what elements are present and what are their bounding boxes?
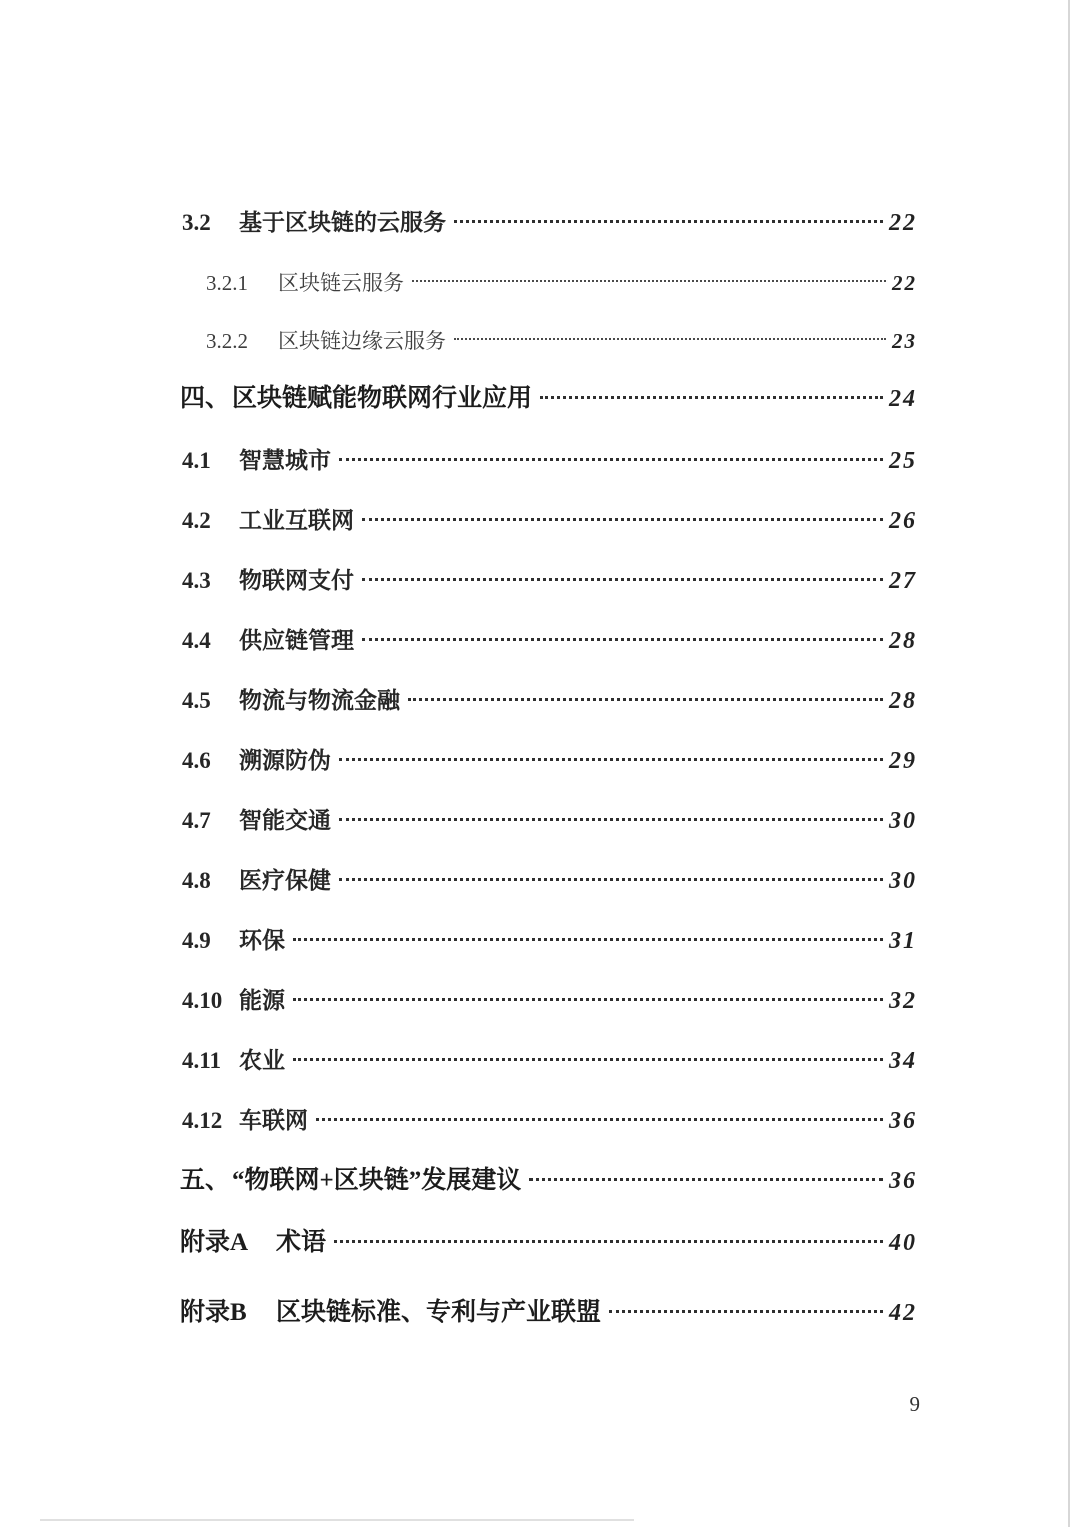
toc-dot-leader (609, 1310, 883, 1313)
toc-entry-page: 40 (889, 1230, 917, 1256)
toc-entry (180, 626, 917, 656)
toc-entry-title: 医疗保健 (239, 868, 331, 893)
toc-entry-page: 36 (889, 1168, 917, 1194)
toc-entry-title: 基于区块链的云服务 (239, 210, 446, 235)
toc-dot-leader (293, 1058, 883, 1061)
toc-entry-number: 3.2 (182, 210, 211, 235)
toc-entry (180, 806, 917, 836)
toc-entry (180, 1166, 917, 1196)
toc-entry-title: 区块链云服务 (278, 271, 404, 295)
toc-entry (180, 446, 917, 476)
toc-entry-number: 4.12 (182, 1108, 223, 1133)
toc-entry-number: 3.2.1 (206, 271, 248, 295)
toc-entry-number: 4.3 (182, 568, 211, 593)
toc-entry-number: 4.1 (182, 448, 211, 473)
toc-entry (180, 208, 917, 238)
toc-entry-page: 34 (889, 1048, 917, 1074)
toc-entry-page: 32 (889, 988, 917, 1014)
toc-entry-number: 4.7 (182, 808, 211, 833)
toc-entry (180, 1228, 917, 1258)
toc-entry-number: 四、 (180, 385, 231, 412)
toc-entry-title: 车联网 (239, 1108, 308, 1133)
toc-entry-number: 4.10 (182, 988, 223, 1013)
toc-entry-number: 附录B (180, 1299, 247, 1326)
toc-entry-number: 附录A (180, 1229, 249, 1256)
toc-entry-number: 4.5 (182, 688, 211, 713)
toc-entry-number: 4.6 (182, 748, 211, 773)
toc-entry-title: 智能交通 (239, 808, 331, 833)
toc-dot-leader (529, 1178, 883, 1181)
toc-entry-page: 23 (892, 329, 917, 353)
toc-list (180, 208, 917, 1328)
toc-entry (180, 926, 917, 956)
toc-entry-title: 区块链赋能物联网行业应用 (232, 385, 533, 412)
toc-entry (180, 1046, 917, 1076)
toc-entry-title: 术语 (276, 1229, 327, 1256)
toc-dot-leader (293, 998, 883, 1001)
toc-entry-title: 环保 (239, 928, 285, 953)
toc-dot-leader (339, 818, 883, 821)
toc-entry-title: 溯源防伪 (239, 748, 331, 773)
toc-entry-title: 能源 (239, 988, 285, 1013)
scan-edge-right (1068, 0, 1070, 1527)
toc-entry-page: 28 (889, 688, 917, 714)
toc-entry-page: 26 (889, 508, 917, 534)
toc-entry-number: 4.9 (182, 928, 211, 953)
toc-entry-page: 30 (889, 808, 917, 834)
toc-entry-title: “物联网+区块链”发展建议 (232, 1167, 522, 1194)
toc-entry-page: 30 (889, 868, 917, 894)
page-number: 9 (909, 1392, 920, 1416)
toc-entry-number: 3.2.2 (206, 329, 248, 353)
toc-dot-leader (362, 518, 883, 521)
toc-entry-title: 供应链管理 (239, 628, 354, 653)
toc-entry (180, 384, 917, 414)
toc-entry (180, 1298, 917, 1328)
toc-entry-page: 28 (889, 628, 917, 654)
toc-entry-title: 物联网支付 (239, 568, 354, 593)
toc-entry-page: 27 (889, 568, 917, 594)
toc-entry-number: 4.4 (182, 628, 211, 653)
toc-dot-leader (339, 458, 883, 461)
toc-dot-leader (412, 280, 886, 282)
toc-entry (180, 866, 917, 896)
toc-dot-leader (540, 396, 883, 399)
toc-entry (180, 1106, 917, 1136)
toc-dot-leader (334, 1240, 883, 1243)
toc-entry-title: 农业 (239, 1048, 285, 1073)
toc-entry (180, 686, 917, 716)
toc-entry (180, 986, 917, 1016)
toc-entry-title: 区块链标准、专利与产业联盟 (276, 1299, 602, 1326)
toc-entry-number: 4.11 (182, 1048, 221, 1073)
toc-dot-leader (339, 878, 883, 881)
toc-dot-leader (454, 338, 886, 340)
toc-dot-leader (293, 938, 883, 941)
toc-entry-page: 36 (889, 1108, 917, 1134)
toc-entry-title: 物流与物流金融 (239, 688, 400, 713)
toc-entry (180, 746, 917, 776)
toc-entry-number: 4.8 (182, 868, 211, 893)
toc-entry-page: 24 (889, 386, 917, 412)
toc-dot-leader (339, 758, 883, 761)
toc-entry-title: 智慧城市 (239, 448, 331, 473)
toc-entry (180, 268, 917, 298)
toc-dot-leader (408, 698, 883, 701)
toc-entry-page: 42 (889, 1300, 917, 1326)
toc-entry-page: 29 (889, 748, 917, 774)
toc-entry-number: 五、 (180, 1167, 231, 1194)
toc-entry-title: 区块链边缘云服务 (278, 329, 446, 353)
toc-dot-leader (362, 578, 883, 581)
toc-entry (180, 326, 917, 356)
toc-dot-leader (362, 638, 883, 641)
toc-entry-page: 22 (892, 271, 917, 295)
toc-entry-page: 31 (889, 928, 917, 954)
toc-dot-leader (454, 220, 883, 223)
scan-edge-bottom (40, 1519, 634, 1521)
toc-entry-title: 工业互联网 (239, 508, 354, 533)
toc-entry-page: 25 (889, 448, 917, 474)
toc-entry (180, 566, 917, 596)
toc-entry-page: 22 (889, 210, 917, 236)
toc-dot-leader (316, 1118, 883, 1121)
toc-entry (180, 506, 917, 536)
toc-entry-number: 4.2 (182, 508, 211, 533)
